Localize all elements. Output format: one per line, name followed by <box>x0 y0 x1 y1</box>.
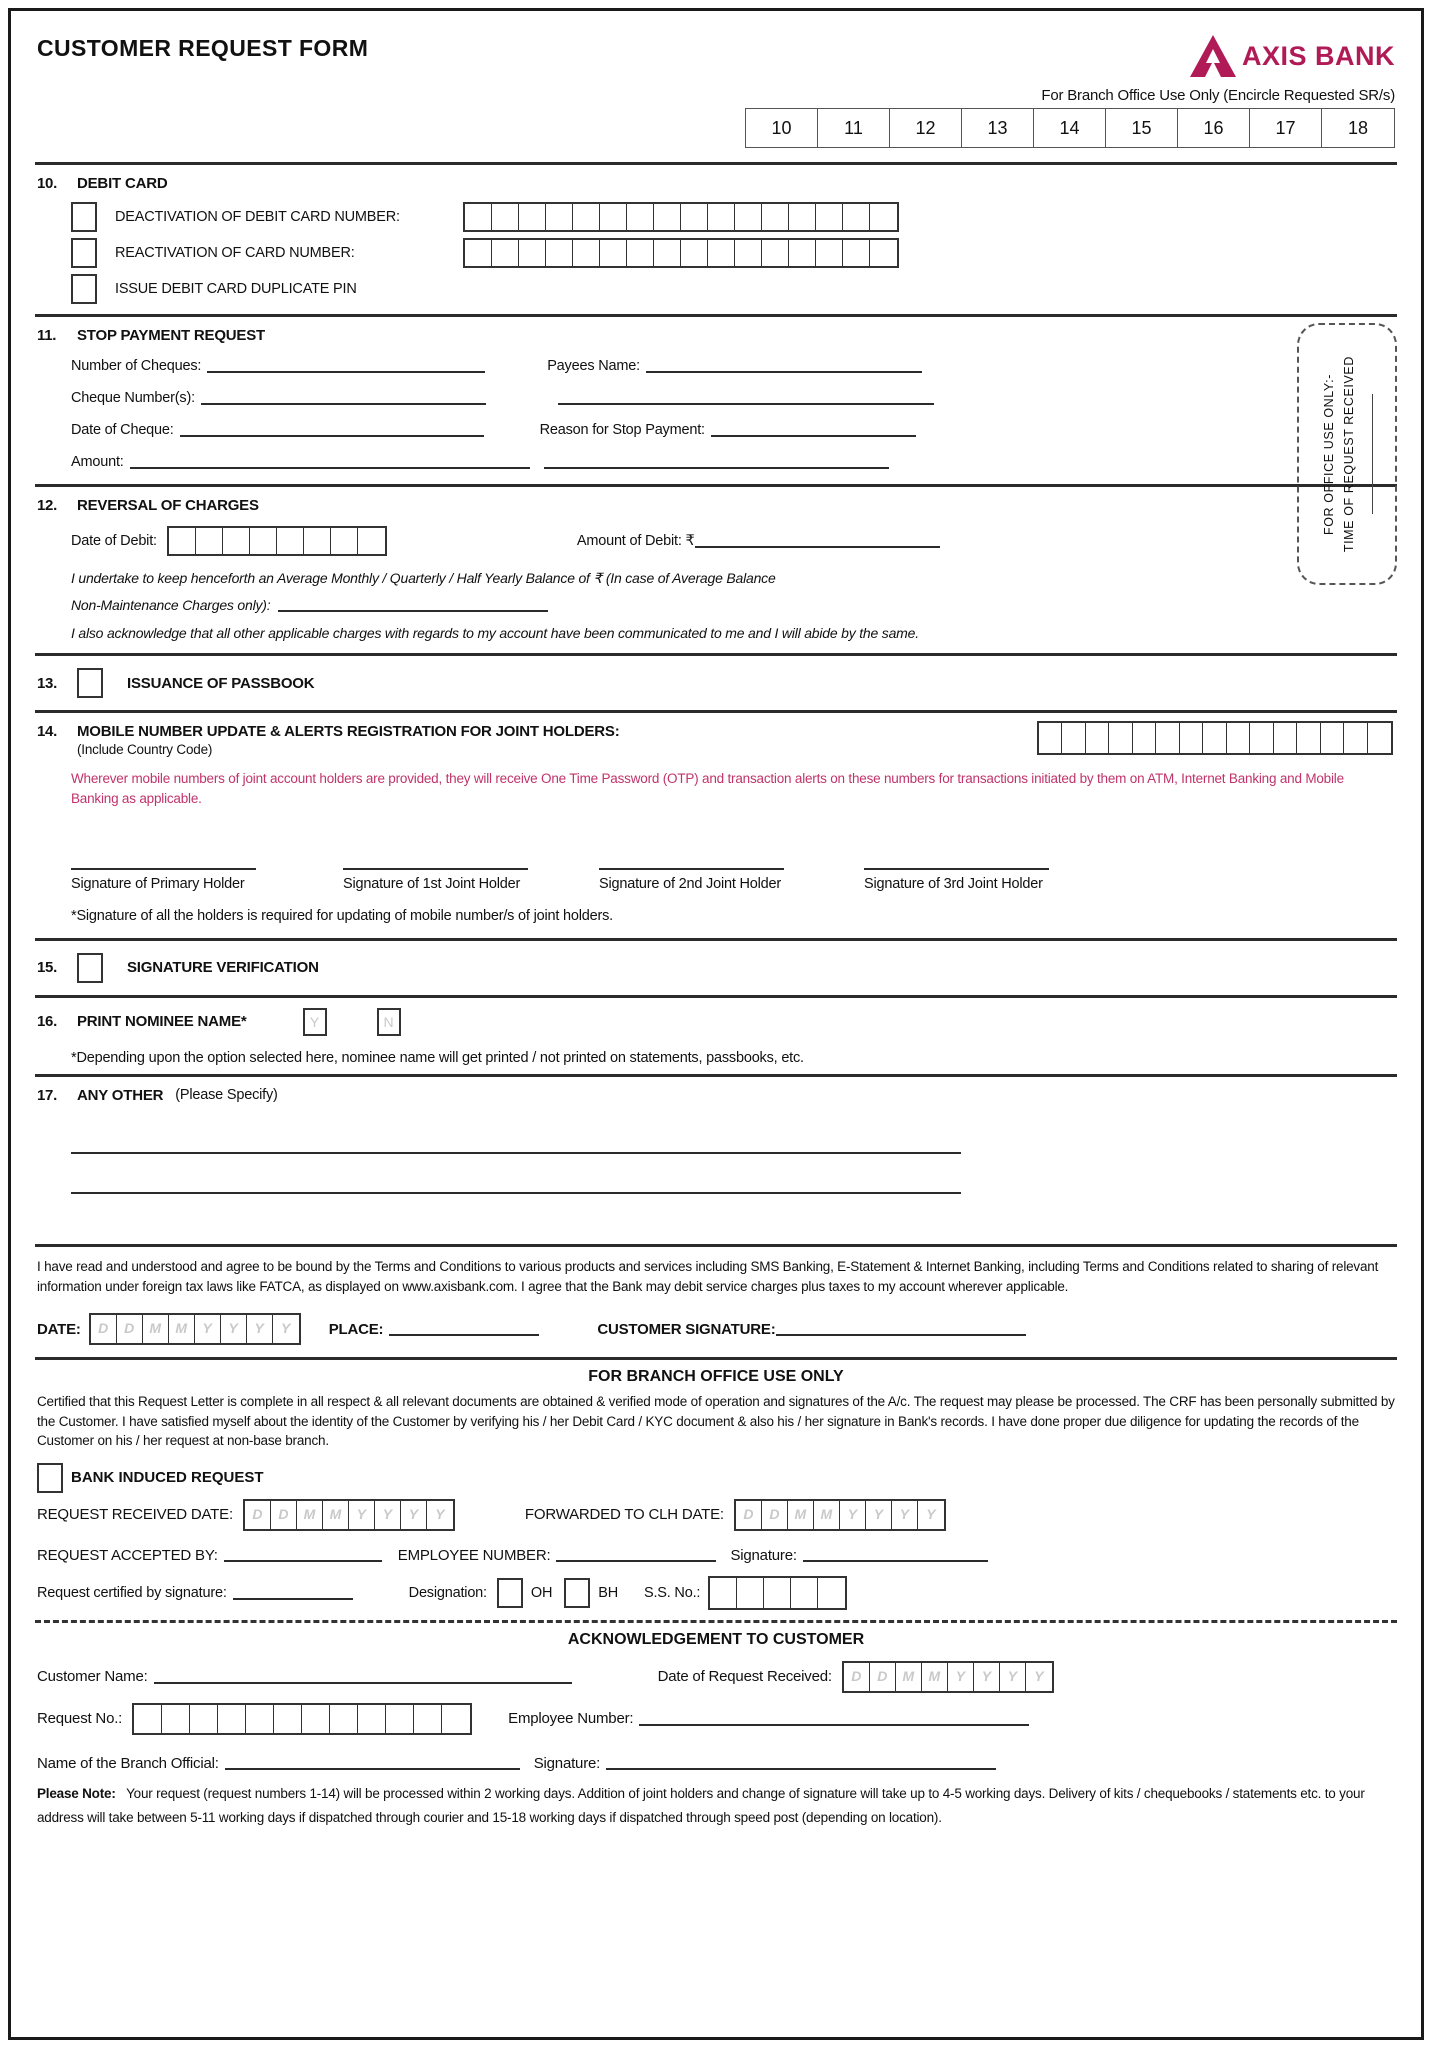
section-reversal-of-charges <box>11 487 1421 647</box>
card-digit-box[interactable] <box>519 240 546 266</box>
card-digit-box[interactable] <box>870 204 897 230</box>
please-note-label: Please Note: <box>37 1785 116 1801</box>
label-oh: OH <box>530 1584 553 1601</box>
input-branch-official-name[interactable] <box>225 1756 520 1770</box>
request-no-box[interactable] <box>302 1705 330 1733</box>
date-box[interactable]: M <box>323 1501 349 1529</box>
date-box[interactable]: Y <box>427 1501 453 1529</box>
terms-and-conditions <box>11 1247 1421 1350</box>
ss-box[interactable] <box>737 1578 764 1608</box>
card-digit-box[interactable] <box>627 204 654 230</box>
section-title: MOBILE NUMBER UPDATE & ALERTS REGISTRATION FOR JOINT HOLDERS: <box>77 723 620 740</box>
section-print-nominee-name <box>11 998 1421 1074</box>
input-any-other-line-2[interactable] <box>71 1180 961 1194</box>
card-digit-box[interactable] <box>573 240 600 266</box>
label-duplicate-pin: ISSUE DEBIT CARD DUPLICATE PIN <box>115 281 357 297</box>
mobile-digit-box[interactable] <box>1109 723 1133 753</box>
office-use-label-1: FOR OFFICE USE ONLY:- <box>1321 373 1336 535</box>
signature-joint-holder-1[interactable] <box>343 868 599 892</box>
card-digit-box[interactable] <box>762 240 789 266</box>
form-header <box>11 11 1421 77</box>
date-box[interactable] <box>331 528 358 554</box>
mobile-digit-box[interactable] <box>1039 723 1063 753</box>
sr-number-table[interactable] <box>745 108 1395 148</box>
date-box[interactable]: D <box>870 1663 896 1691</box>
date-box[interactable]: Y <box>918 1501 944 1529</box>
sr-cell[interactable]: 12 <box>890 109 962 147</box>
section-number: 15. <box>37 959 57 976</box>
card-digit-box[interactable] <box>735 240 762 266</box>
signature-line[interactable] <box>71 868 256 870</box>
input-number-of-cheques[interactable] <box>207 359 485 373</box>
card-digit-box[interactable] <box>465 240 492 266</box>
card-digit-box[interactable] <box>546 204 573 230</box>
label-number-of-cheques: Number of Cheques: <box>71 358 202 374</box>
label-date: DATE: <box>37 1320 81 1338</box>
label-deactivation: DEACTIVATION OF DEBIT CARD NUMBER: <box>115 209 400 225</box>
label-date-of-cheque: Date of Cheque: <box>71 422 174 438</box>
mobile-digit-box[interactable] <box>1156 723 1180 753</box>
request-no-box[interactable] <box>246 1705 274 1733</box>
forwarded-clh-date-grid[interactable] <box>734 1499 946 1531</box>
input-amount-of-debit[interactable] <box>695 534 940 548</box>
sr-cell[interactable]: 15 <box>1106 109 1178 147</box>
card-digit-box[interactable] <box>681 240 708 266</box>
mobile-digit-box[interactable] <box>1203 723 1227 753</box>
branch-office-section <box>11 1360 1421 1614</box>
mobile-digit-box[interactable] <box>1227 723 1251 753</box>
signature-line[interactable] <box>864 868 1049 870</box>
card-digit-box[interactable] <box>816 240 843 266</box>
ss-no-grid[interactable] <box>708 1576 847 1610</box>
sr-cell[interactable]: 16 <box>1178 109 1250 147</box>
branch-certify-text: Certified that this Request Letter is complete in all respect & all relevant documents are obtained & verified mode of operation and signatures of the A/c. The request may please be processed. The CRF has been personally submitted by the Customer. I have satisfied myself about the identity of the Customer by verifying his / her Debit Card / KYC document & also his / her signature in Bank's records. I have done proper due diligence for updating the records of the Customer on his / her request at non-base branch. <box>37 1394 1395 1449</box>
label-amount-of-debit: Amount of Debit: ₹ <box>576 533 695 549</box>
date-box[interactable]: D <box>844 1663 870 1691</box>
acknowledgement-heading: ACKNOWLEDGEMENT TO CUSTOMER <box>567 1630 865 1648</box>
label-date-of-request-received: Date of Request Received: <box>657 1668 832 1686</box>
date-box[interactable]: M <box>169 1315 195 1343</box>
label-date-of-debit: Date of Debit: <box>71 533 157 549</box>
date-box[interactable]: Y <box>195 1315 221 1343</box>
section-number: 11. <box>37 327 57 344</box>
date-box[interactable] <box>169 528 196 554</box>
date-box[interactable]: D <box>736 1501 762 1529</box>
date-box[interactable]: Y <box>349 1501 375 1529</box>
mobile-number-grid[interactable] <box>1037 721 1394 755</box>
request-no-box[interactable] <box>386 1705 414 1733</box>
date-box[interactable]: Y <box>375 1501 401 1529</box>
label-place: PLACE: <box>328 1320 384 1338</box>
signature-requirement-note: *Signature of all the holders is required for updating of mobile number/s of joint holders. <box>71 907 613 924</box>
section-number: 10. <box>37 175 57 192</box>
section-number: 16. <box>37 1013 57 1030</box>
page-title: CUSTOMER REQUEST FORM <box>37 35 369 61</box>
label-branch-official-name: Name of the Branch Official: <box>37 1754 219 1772</box>
request-no-box[interactable] <box>274 1705 302 1733</box>
card-digit-box[interactable] <box>492 240 519 266</box>
label-signature: Signature: <box>730 1546 797 1564</box>
section-number: 12. <box>37 497 57 514</box>
acknowledgement-section <box>11 1623 1421 1836</box>
section-subtitle: (Include Country Code) <box>77 742 213 757</box>
otp-alert-note: Wherever mobile numbers of joint account holders are provided, they will receive One Time Password (OTP) and transaction alerts on these numbers for transactions initiated by them on ATM, Internet Banking and Mobile Banking as applicable. <box>71 771 1344 807</box>
ss-box[interactable] <box>710 1578 737 1608</box>
section-issuance-passbook <box>11 656 1421 710</box>
section-number: 13. <box>37 674 57 692</box>
date-box[interactable]: Y <box>892 1501 918 1529</box>
card-digit-box[interactable] <box>789 204 816 230</box>
request-no-box[interactable] <box>218 1705 246 1733</box>
date-box[interactable]: Y <box>1000 1663 1026 1691</box>
branch-heading: FOR BRANCH OFFICE USE ONLY <box>588 1368 844 1385</box>
input-date-of-cheque[interactable] <box>180 423 484 437</box>
input-request-certified-signature[interactable] <box>233 1586 353 1600</box>
section-stop-payment <box>11 317 1421 474</box>
card-digit-box[interactable] <box>816 204 843 230</box>
section-any-other <box>11 1077 1421 1202</box>
input-cheque-numbers[interactable] <box>201 391 486 405</box>
checkbox-reactivation-card[interactable] <box>71 238 97 268</box>
terms-text: I have read and understood and agree to be bound by the Terms and Conditions to various products and services including SMS Banking, E-Statement & Internet Banking, including Terms and Conditions related to sharing of relevant information under foreign tax laws like FATCA, as displayed on www.axisbank.com. I agree that the Bank may debit service charges plus taxes to my account wherever applicable. <box>37 1258 1379 1294</box>
card-digit-box[interactable] <box>465 204 492 230</box>
ss-box[interactable] <box>764 1578 791 1608</box>
signature-label: Signature of 3rd Joint Holder <box>864 875 1043 892</box>
label-request-no: Request No.: <box>37 1710 123 1728</box>
section-title: ISSUANCE OF PASSBOOK <box>127 674 315 692</box>
section-title: ANY OTHER <box>77 1086 164 1104</box>
sr-cell[interactable]: 17 <box>1250 109 1322 147</box>
signature-label: Signature of Primary Holder <box>71 875 245 892</box>
label-customer-name: Customer Name: <box>37 1668 148 1686</box>
card-digit-box[interactable] <box>627 240 654 266</box>
card-digit-box[interactable] <box>519 204 546 230</box>
ack-date-received-grid[interactable] <box>842 1661 1054 1693</box>
date-box[interactable]: M <box>297 1501 323 1529</box>
section-title: STOP PAYMENT REQUEST <box>77 327 265 344</box>
axis-bank-logo <box>1190 35 1395 77</box>
input-payees-name[interactable] <box>646 359 922 373</box>
sr-cell[interactable]: 18 <box>1347 117 1369 138</box>
ss-box[interactable] <box>818 1578 845 1608</box>
office-use-label-2: TIME OF REQUEST RECEIVED <box>1341 355 1356 553</box>
card-digit-box[interactable] <box>654 240 681 266</box>
nominee-note: *Depending upon the option selected here, nominee name will get printed / not printed on statements, passbooks, etc. <box>71 1049 804 1066</box>
customer-request-form-page <box>8 8 1424 2040</box>
date-box[interactable]: M <box>814 1501 840 1529</box>
date-box[interactable] <box>223 528 250 554</box>
card-digit-box[interactable] <box>843 204 870 230</box>
mobile-digit-box[interactable] <box>1062 723 1086 753</box>
date-box[interactable]: Y <box>866 1501 892 1529</box>
card-digit-box[interactable] <box>843 240 870 266</box>
input-ack-signature[interactable] <box>606 1756 996 1770</box>
sr-cell[interactable]: 10 <box>746 109 818 147</box>
please-note-text: Your request (request numbers 1-14) will be processed within 2 working days. Addition of joint holders and change of signature will take up to 4-5 working days. Delivery of kits / chequebooks / statements etc. to your address will take between 5-11 working days if dispatched through courier and 15-18 working days if dispatched through speed post (depending on location). <box>37 1785 1365 1825</box>
date-box[interactable]: Y <box>221 1315 247 1343</box>
label-reason-stop-payment: Reason for Stop Payment: <box>539 422 705 438</box>
date-box[interactable]: Y <box>401 1501 427 1529</box>
label-ack-signature: Signature: <box>533 1754 601 1772</box>
input-any-other-line-1[interactable] <box>71 1140 961 1154</box>
section-number: 14. <box>37 723 57 740</box>
card-digit-box[interactable] <box>573 204 600 230</box>
checkbox-nominee-no[interactable]: N <box>377 1008 401 1036</box>
section-subtitle: (Please Specify) <box>175 1087 278 1103</box>
date-of-debit-grid[interactable] <box>167 526 387 556</box>
input-branch-signature[interactable] <box>803 1548 988 1562</box>
mobile-digit-box[interactable] <box>1368 723 1392 753</box>
label-request-accepted-by: REQUEST ACCEPTED BY: <box>37 1546 218 1564</box>
section-title: DEBIT CARD <box>77 175 168 192</box>
signature-label: Signature of 1st Joint Holder <box>343 875 521 892</box>
label-ack-employee-number: Employee Number: <box>508 1710 634 1728</box>
card-digit-box[interactable] <box>708 204 735 230</box>
mobile-digit-box[interactable] <box>1250 723 1274 753</box>
label-bank-induced-request: BANK INDUCED REQUEST <box>71 1469 264 1487</box>
customer-date-grid[interactable] <box>89 1313 301 1345</box>
please-note-block <box>37 1782 1395 1830</box>
input-request-accepted-by[interactable] <box>224 1548 382 1562</box>
label-reactivation: REACTIVATION OF CARD NUMBER: <box>115 245 355 261</box>
axis-a-logo-icon <box>1190 35 1236 77</box>
card-digit-box[interactable] <box>870 240 897 266</box>
card-digit-box[interactable] <box>681 204 708 230</box>
label-bh: BH <box>598 1584 618 1601</box>
section-debit-card <box>11 165 1421 314</box>
request-received-date-grid[interactable] <box>243 1499 455 1531</box>
date-box[interactable]: D <box>762 1501 788 1529</box>
card-digit-box[interactable] <box>546 240 573 266</box>
checkbox-deactivation-debit-card[interactable] <box>71 202 97 232</box>
signature-line[interactable] <box>343 868 528 870</box>
deactivation-card-number-grid[interactable] <box>463 202 899 232</box>
input-reason-stop-payment[interactable] <box>711 423 916 437</box>
section-signature-verification <box>11 941 1421 995</box>
request-no-box[interactable] <box>134 1705 162 1733</box>
mobile-digit-box[interactable] <box>1133 723 1157 753</box>
mobile-digit-box[interactable] <box>1086 723 1110 753</box>
card-digit-box[interactable] <box>492 204 519 230</box>
label-employee-number: EMPLOYEE NUMBER: <box>397 1546 551 1564</box>
office-use-time-line[interactable] <box>1372 394 1373 514</box>
label-ss-no: S.S. No.: <box>644 1584 701 1601</box>
date-box[interactable]: Y <box>974 1663 1000 1691</box>
card-digit-box[interactable] <box>762 204 789 230</box>
label-request-received-date: REQUEST RECEIVED DATE: <box>37 1506 233 1524</box>
sr-cell[interactable]: 11 <box>818 109 890 147</box>
card-digit-box[interactable] <box>600 240 627 266</box>
date-box[interactable]: Y <box>1026 1663 1052 1691</box>
date-box[interactable]: D <box>117 1315 143 1343</box>
date-box[interactable]: M <box>788 1501 814 1529</box>
input-amount[interactable] <box>130 455 530 469</box>
section-title: SIGNATURE VERIFICATION <box>127 959 319 976</box>
date-box[interactable]: D <box>245 1501 271 1529</box>
date-box[interactable]: Y <box>273 1315 299 1343</box>
acknowledge-line: I also acknowledge that all other applicable charges with regards to my account have been communicated to me and I will abide by the same. <box>71 625 919 641</box>
card-digit-box[interactable] <box>654 204 681 230</box>
date-box[interactable]: Y <box>247 1315 273 1343</box>
section-mobile-number-update <box>11 713 1421 928</box>
label-customer-signature: CUSTOMER SIGNATURE: <box>597 1320 776 1338</box>
date-box[interactable]: D <box>91 1315 117 1343</box>
signature-joint-holder-2[interactable] <box>599 868 864 892</box>
section-number: 17. <box>37 1086 57 1104</box>
date-box[interactable] <box>196 528 223 554</box>
date-box[interactable] <box>304 528 331 554</box>
label-designation: Designation: <box>408 1584 487 1601</box>
date-box[interactable]: M <box>143 1315 169 1343</box>
mobile-digit-box[interactable] <box>1344 723 1368 753</box>
date-box[interactable]: D <box>271 1501 297 1529</box>
checkbox-designation-bh[interactable] <box>564 1578 590 1608</box>
sr-cell[interactable]: 13 <box>962 109 1034 147</box>
input-non-maintenance-charges[interactable] <box>278 598 548 612</box>
checkbox-issuance-passbook[interactable] <box>77 668 103 698</box>
card-digit-box[interactable] <box>708 240 735 266</box>
label-amount: Amount: <box>71 454 124 470</box>
signature-joint-holder-3[interactable] <box>864 868 1094 892</box>
section-title: REVERSAL OF CHARGES <box>77 497 259 514</box>
label-payees-name: Payees Name: <box>547 358 640 374</box>
reactivation-card-number-grid[interactable] <box>463 238 899 268</box>
request-no-box[interactable] <box>358 1705 386 1733</box>
input-customer-signature[interactable] <box>776 1322 1026 1336</box>
branch-office-use-note: For Branch Office Use Only (Encircle Requested SR/s) <box>1041 87 1395 104</box>
card-digit-box[interactable] <box>600 204 627 230</box>
label-request-certified-by-signature: Request certified by signature: <box>37 1584 227 1601</box>
input-customer-name[interactable] <box>154 1670 572 1684</box>
date-box[interactable]: Y <box>840 1501 866 1529</box>
request-no-grid[interactable] <box>132 1703 472 1735</box>
mobile-digit-box[interactable] <box>1274 723 1298 753</box>
checkbox-designation-oh[interactable] <box>497 1578 523 1608</box>
mobile-digit-box[interactable] <box>1180 723 1204 753</box>
checkbox-issue-duplicate-pin[interactable] <box>71 274 97 304</box>
mobile-digit-box[interactable] <box>1321 723 1345 753</box>
date-box[interactable]: M <box>922 1663 948 1691</box>
request-no-box[interactable] <box>414 1705 442 1733</box>
request-no-box[interactable] <box>330 1705 358 1733</box>
input-payees-name-2[interactable] <box>558 391 934 405</box>
date-box[interactable] <box>250 528 277 554</box>
office-use-time-box[interactable] <box>1297 323 1397 585</box>
card-digit-box[interactable] <box>735 204 762 230</box>
logo-wordmark: AXIS BANK <box>1241 40 1395 71</box>
mobile-digit-box[interactable] <box>1297 723 1321 753</box>
sr-cell[interactable]: 14 <box>1034 109 1106 147</box>
date-box[interactable] <box>277 528 304 554</box>
card-digit-box[interactable] <box>789 240 816 266</box>
undertaking-line-1: I undertake to keep henceforth an Average Monthly / Quarterly / Half Yearly Balance of ₹ (In case of Average Balance <box>71 570 776 586</box>
ss-box[interactable] <box>791 1578 818 1608</box>
request-no-box[interactable] <box>190 1705 218 1733</box>
section-title: PRINT NOMINEE NAME* <box>77 1013 247 1030</box>
label-cheque-numbers: Cheque Number(s): <box>71 390 195 406</box>
signature-primary-holder[interactable] <box>71 868 343 892</box>
input-ack-employee-number[interactable] <box>639 1712 1029 1726</box>
date-box[interactable]: M <box>896 1663 922 1691</box>
input-amount-2[interactable] <box>544 455 889 469</box>
request-no-box[interactable] <box>162 1705 190 1733</box>
input-place[interactable] <box>389 1322 539 1336</box>
signature-label: Signature of 2nd Joint Holder <box>599 875 782 892</box>
input-employee-number[interactable] <box>556 1548 716 1562</box>
date-box[interactable] <box>358 528 385 554</box>
date-box[interactable]: Y <box>948 1663 974 1691</box>
label-forwarded-to-clh-date: FORWARDED TO CLH DATE: <box>524 1506 724 1524</box>
checkbox-nominee-yes[interactable]: Y <box>303 1008 327 1036</box>
signature-line[interactable] <box>599 868 784 870</box>
request-no-box[interactable] <box>442 1705 470 1733</box>
checkbox-bank-induced-request[interactable] <box>37 1463 63 1493</box>
checkbox-signature-verification[interactable] <box>77 953 103 983</box>
undertaking-line-2: Non-Maintenance Charges only): <box>71 597 271 613</box>
